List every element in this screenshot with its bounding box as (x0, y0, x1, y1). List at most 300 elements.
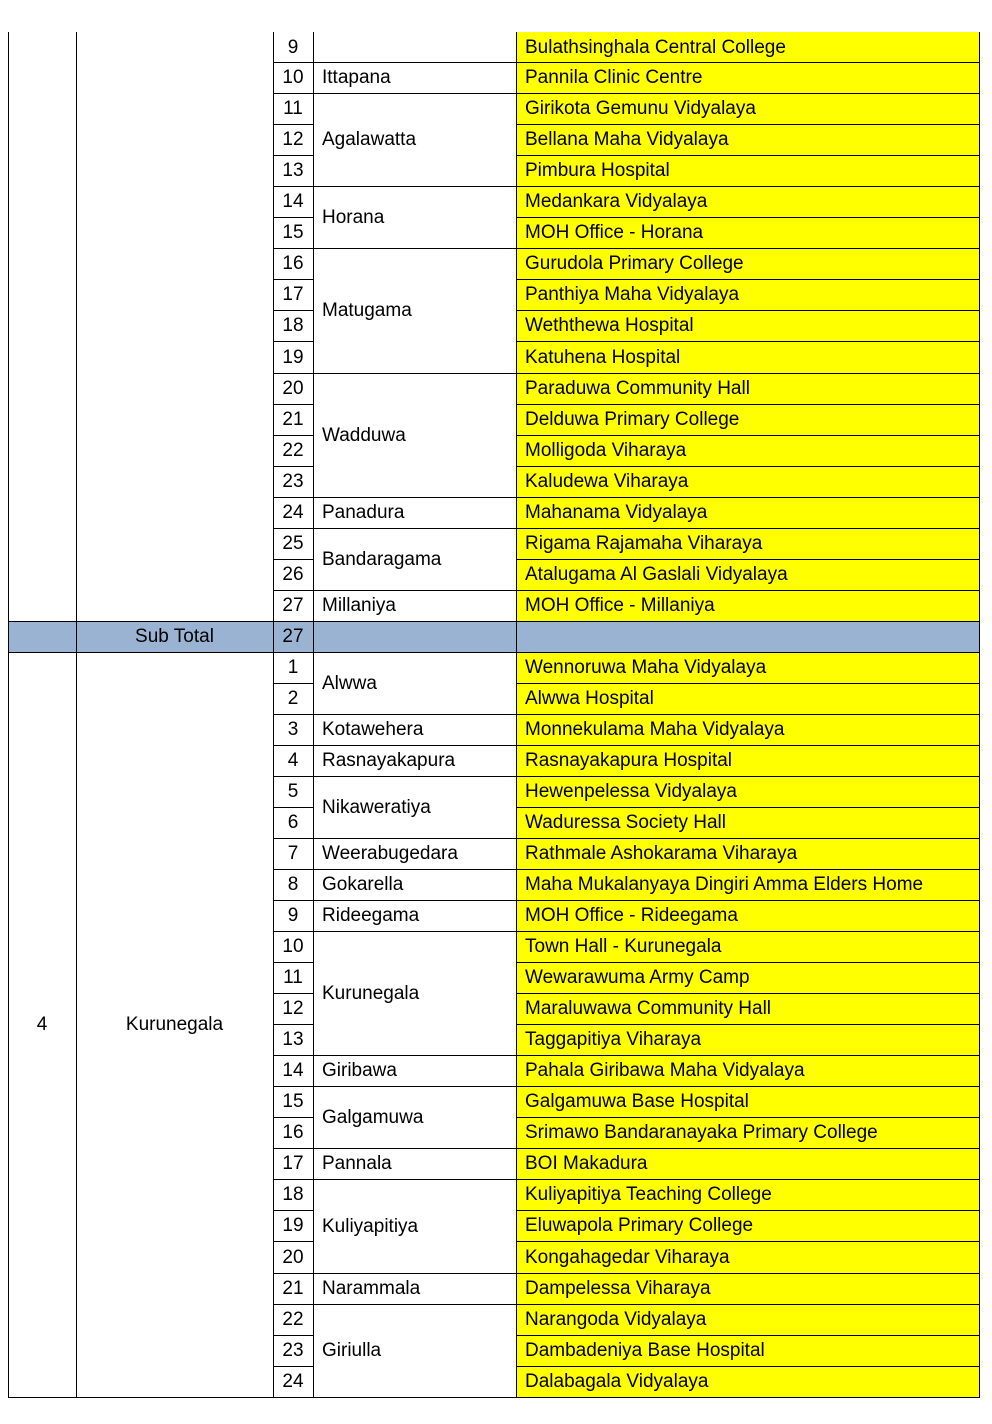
row-number (273, 32, 313, 62)
division-cell-text: Narammala (322, 1278, 421, 1299)
grid-line (313, 1055, 517, 1056)
grid-line (273, 993, 314, 994)
grid-line (516, 217, 980, 218)
row-number (273, 683, 313, 714)
grid-line (516, 32, 517, 1398)
grid-line (273, 838, 314, 839)
location-cell-text: Wewarawuma Army Camp (525, 967, 750, 988)
location-cell (516, 900, 979, 931)
row-number-text: 23 (282, 1340, 304, 1361)
row-number-text: 19 (282, 1215, 304, 1236)
location-cell-text: Kuliyapitiya Teaching College (525, 1184, 772, 1205)
location-cell-text: Dampelessa Viharaya (525, 1278, 711, 1299)
row-number-text: 17 (282, 284, 304, 305)
division-cell-text: Giriulla (322, 1340, 382, 1361)
grid-line (516, 900, 980, 901)
location-cell-text: Molligoda Viharaya (525, 440, 687, 461)
location-cell (516, 155, 979, 186)
division-cell (313, 714, 516, 745)
grid-line (516, 248, 980, 249)
grid-line (516, 528, 980, 529)
division-cell-text: Ittapana (322, 67, 391, 88)
row-number-text: 14 (282, 191, 304, 212)
location-cell (516, 248, 979, 279)
row-number-text: 18 (282, 1184, 304, 1205)
row-number-text: 13 (282, 1029, 304, 1050)
division-cell-text: Matugama (322, 300, 412, 321)
row-number (273, 1024, 313, 1055)
location-cell (516, 528, 979, 559)
location-cell-text: Medankara Vidyalaya (525, 191, 708, 212)
division-cell-text: Weerabugedara (322, 843, 458, 864)
location-cell (516, 1086, 979, 1117)
grid-line (273, 124, 314, 125)
division-cell (313, 1273, 516, 1304)
row-number (273, 373, 313, 404)
location-cell-text: MOH Office - Millaniya (525, 595, 715, 616)
location-cell-text: Weththewa Hospital (525, 315, 694, 336)
location-cell (516, 683, 979, 714)
grid-line (273, 1117, 314, 1118)
division-cell (313, 869, 516, 900)
grid-line (8, 32, 9, 1398)
grid-line (313, 32, 314, 1398)
row-number (273, 1335, 313, 1366)
division-cell-text: Kuliyapitiya (322, 1215, 419, 1237)
location-cell-text: Pimbura Hospital (525, 160, 670, 181)
grid-line (273, 714, 314, 715)
location-cell-text: Rathmale Ashokarama Viharaya (525, 843, 798, 864)
location-cell-text: Monnekulama Maha Vidyalaya (525, 719, 785, 740)
district-number-text: 4 (36, 1014, 48, 1035)
district-number (8, 652, 76, 1397)
division-cell-text: Wadduwa (322, 424, 406, 446)
subtotal-count-text: 27 (282, 626, 304, 647)
grid-line (313, 248, 517, 249)
location-cell-text: Rasnayakapura Hospital (525, 750, 733, 771)
grid-line (273, 1241, 314, 1242)
grid-line (273, 900, 314, 901)
row-number (273, 1273, 313, 1304)
row-number (273, 497, 313, 528)
grid-line (273, 683, 314, 684)
grid-line (313, 1179, 517, 1180)
grid-line (313, 1304, 517, 1305)
location-cell-text: MOH Office - Rideegama (525, 905, 738, 926)
row-number-text: 25 (282, 533, 304, 554)
division-cell (313, 186, 516, 248)
grid-line (516, 373, 980, 374)
location-cell-text: Pannila Clinic Centre (525, 67, 703, 88)
row-number (273, 62, 313, 93)
grid-line (273, 404, 314, 405)
location-cell (516, 341, 979, 373)
grid-line (313, 93, 517, 94)
location-cell (516, 466, 979, 497)
location-cell (516, 1179, 979, 1210)
row-number-text: 16 (282, 253, 304, 274)
row-number-text: 20 (282, 378, 304, 399)
grid-line (313, 528, 517, 529)
division-cell-text: Panadura (322, 502, 405, 523)
grid-line (273, 1335, 314, 1336)
division-cell (313, 590, 516, 621)
location-cell-text: Rigama Rajamaha Viharaya (525, 533, 763, 554)
division-cell-text: Nikaweratiya (322, 796, 431, 818)
location-cell-text: Paraduwa Community Hall (525, 378, 750, 399)
location-cell-text: Mahanama Vidyalaya (525, 502, 708, 523)
grid-line (273, 1024, 314, 1025)
division-cell-text: Horana (322, 206, 385, 228)
grid-line (273, 310, 314, 311)
row-number (273, 714, 313, 745)
location-cell (516, 931, 979, 962)
grid-line (273, 807, 314, 808)
location-cell (516, 435, 979, 466)
grid-line (516, 590, 980, 591)
location-cell (516, 1055, 979, 1086)
row-number-text: 13 (282, 160, 304, 181)
grid-line (273, 590, 314, 591)
grid-line (313, 931, 517, 932)
grid-line (516, 1117, 980, 1118)
grid-line (516, 1366, 980, 1367)
grid-line (273, 1366, 314, 1367)
location-cell-text: Alwwa Hospital (525, 688, 654, 709)
location-cell-text: Kaludewa Viharaya (525, 471, 689, 492)
location-cell-text: Katuhena Hospital (525, 346, 681, 368)
grid-line (516, 1024, 980, 1025)
grid-line (516, 186, 980, 187)
grid-line (273, 217, 314, 218)
row-number (273, 217, 313, 248)
grid-line (273, 155, 314, 156)
location-cell-text: MOH Office - Horana (525, 222, 704, 243)
grid-line (516, 1210, 980, 1211)
division-cell (313, 373, 516, 497)
location-cell (516, 1366, 979, 1397)
location-cell-text: Taggapitiya Viharaya (525, 1029, 702, 1050)
location-cell (516, 1273, 979, 1304)
row-number (273, 279, 313, 310)
location-cell (516, 124, 979, 155)
division-cell-text: Giribawa (322, 1060, 397, 1081)
division-cell (313, 838, 516, 869)
division-cell (313, 248, 516, 373)
row-number-text: 23 (282, 471, 304, 492)
location-cell (516, 1117, 979, 1148)
grid-line (516, 310, 980, 311)
division-cell (313, 93, 516, 186)
row-number (273, 652, 313, 683)
division-cell-text: Pannala (322, 1153, 392, 1174)
grid-line (516, 435, 980, 436)
grid-line (516, 776, 980, 777)
row-number (273, 962, 313, 993)
grid-line (516, 124, 980, 125)
grid-line (273, 1210, 314, 1211)
location-cell (516, 310, 979, 341)
row-number (273, 528, 313, 559)
location-cell (516, 1148, 979, 1179)
grid-line (516, 1335, 980, 1336)
grid-line (273, 528, 314, 529)
location-cell (516, 186, 979, 217)
row-number-text: 12 (282, 998, 304, 1019)
row-number-text: 14 (282, 1060, 304, 1081)
division-cell (313, 1179, 516, 1273)
row-number (273, 559, 313, 590)
grid-line (516, 1148, 980, 1149)
location-cell-text: BOI Makadura (525, 1153, 648, 1174)
row-number-text: 24 (282, 1371, 304, 1392)
row-number (273, 248, 313, 279)
row-number-text: 15 (282, 222, 304, 243)
location-cell (516, 1304, 979, 1335)
location-cell (516, 869, 979, 900)
row-number-text: 24 (282, 502, 304, 523)
grid-line (516, 279, 980, 280)
grid-line (313, 838, 517, 839)
division-cell (313, 1086, 516, 1148)
grid-line (273, 466, 314, 467)
grid-line (516, 559, 980, 560)
location-cell (516, 1024, 979, 1055)
row-number-text: 16 (282, 1122, 304, 1143)
location-cell-text: Hewenpelessa Vidyalaya (525, 781, 737, 802)
location-cell (516, 590, 979, 621)
subtotal-label-text: Sub Total (135, 626, 214, 647)
grid-line (313, 1148, 517, 1149)
division-cell-text: Bandaragama (322, 548, 442, 570)
row-number-text: 9 (287, 36, 299, 58)
row-number (273, 993, 313, 1024)
location-cell-text: Dambadeniya Base Hospital (525, 1340, 765, 1361)
location-cell (516, 1241, 979, 1273)
row-number-text: 8 (287, 874, 299, 895)
grid-line (273, 186, 314, 187)
row-number (273, 341, 313, 373)
division-cell-text: Rasnayakapura (322, 750, 456, 771)
subtotal-count (273, 621, 313, 652)
grid-line (273, 1179, 314, 1180)
division-cell (313, 32, 516, 62)
grid-line (313, 590, 517, 591)
row-number (273, 404, 313, 435)
grid-line (273, 62, 314, 63)
grid-line (516, 683, 980, 684)
division-cell (313, 1148, 516, 1179)
location-cell-text: Town Hall - Kurunegala (525, 936, 722, 957)
division-cell (313, 745, 516, 776)
grid-line (516, 1055, 980, 1056)
division-cell-text: Millaniya (322, 595, 396, 616)
grid-line (516, 931, 980, 932)
row-number-text: 10 (282, 67, 304, 88)
row-number-text: 10 (282, 936, 304, 957)
division-cell-text: Gokarella (322, 874, 404, 895)
location-cell (516, 745, 979, 776)
division-cell (313, 1055, 516, 1086)
location-cell-text: Eluwapola Primary College (525, 1215, 754, 1236)
grid-line (273, 1273, 314, 1274)
division-cell-text: Kotawehera (322, 719, 424, 740)
location-cell (516, 776, 979, 807)
location-cell-text: Bellana Maha Vidyalaya (525, 129, 729, 150)
row-number-text: 18 (282, 315, 304, 336)
location-cell (516, 807, 979, 838)
row-number (273, 1117, 313, 1148)
grid-line (273, 962, 314, 963)
row-number-text: 2 (287, 688, 299, 709)
grid-line (273, 745, 314, 746)
location-cell-text: Atalugama Al Gaslali Vidyalaya (525, 564, 788, 585)
row-number (273, 745, 313, 776)
location-cell (516, 962, 979, 993)
grid-line (516, 497, 980, 498)
location-cell-text: Delduwa Primary College (525, 409, 740, 430)
row-number-text: 7 (287, 843, 299, 864)
grid-line (516, 993, 980, 994)
division-cell (313, 528, 516, 590)
grid-line (313, 186, 517, 187)
location-cell (516, 217, 979, 248)
location-cell-text: Pahala Giribawa Maha Vidyalaya (525, 1060, 805, 1081)
division-cell (313, 776, 516, 838)
grid-line (273, 559, 314, 560)
location-cell-text: Dalabagala Vidyalaya (525, 1371, 709, 1392)
grid-line (516, 1241, 980, 1242)
division-cell (313, 1304, 516, 1397)
location-cell (516, 652, 979, 683)
grid-line (516, 341, 980, 342)
grid-line (273, 931, 314, 932)
division-cell (313, 652, 516, 714)
row-number (273, 590, 313, 621)
row-number (273, 1055, 313, 1086)
location-cell (516, 559, 979, 590)
location-cell-text: Kongahagedar Viharaya (525, 1246, 730, 1268)
grid-line (273, 32, 274, 1398)
row-number-text: 4 (287, 750, 299, 771)
grid-line (516, 93, 980, 94)
row-number-text: 5 (287, 781, 299, 802)
location-cell-text: Gurudola Primary College (525, 253, 744, 274)
grid-line (516, 1304, 980, 1305)
row-number (273, 1179, 313, 1210)
grid-line (313, 62, 517, 63)
row-number-text: 26 (282, 564, 304, 585)
row-number-text: 9 (287, 905, 299, 926)
division-cell (313, 497, 516, 528)
row-number (273, 776, 313, 807)
row-number-text: 19 (282, 346, 304, 368)
location-cell (516, 32, 979, 62)
location-cell (516, 714, 979, 745)
grid-line (516, 962, 980, 963)
grid-line (516, 807, 980, 808)
grid-line (313, 900, 517, 901)
location-cell-text: Bulathsinghala Central College (525, 36, 786, 58)
division-cell (313, 900, 516, 931)
grid-line (313, 869, 517, 870)
grid-line (516, 1179, 980, 1180)
row-number-text: 17 (282, 1153, 304, 1174)
grid-line (313, 745, 517, 746)
division-cell (313, 931, 516, 1055)
grid-line (273, 1055, 314, 1056)
row-number-text: 27 (282, 595, 304, 616)
row-number-text: 15 (282, 1091, 304, 1112)
row-number (273, 124, 313, 155)
grid-line (313, 1273, 517, 1274)
grid-line (273, 341, 314, 342)
division-cell (313, 62, 516, 93)
row-number (273, 1210, 313, 1241)
grid-line (313, 497, 517, 498)
grid-line (516, 714, 980, 715)
row-number (273, 1086, 313, 1117)
row-number (273, 310, 313, 341)
grid-line (516, 155, 980, 156)
location-cell-text: Srimawo Bandaranayaka Primary College (525, 1122, 878, 1143)
row-number-text: 6 (287, 812, 299, 833)
grid-line (516, 466, 980, 467)
grid-line (273, 279, 314, 280)
row-number (273, 1304, 313, 1335)
grid-line (273, 1148, 314, 1149)
grid-line (8, 621, 980, 622)
location-cell (516, 279, 979, 310)
grid-line (273, 373, 314, 374)
division-cell-text: Agalawatta (322, 129, 417, 150)
division-cell-text: Rideegama (322, 905, 420, 926)
grid-line (273, 93, 314, 94)
grid-line (516, 838, 980, 839)
row-number (273, 466, 313, 497)
grid-line (8, 652, 980, 653)
grid-line (516, 404, 980, 405)
row-number (273, 1241, 313, 1273)
row-number (273, 838, 313, 869)
row-number-text: 21 (282, 409, 304, 430)
row-number (273, 155, 313, 186)
row-number-text: 21 (282, 1278, 304, 1299)
grid-line (273, 776, 314, 777)
row-number (273, 93, 313, 124)
grid-line (273, 435, 314, 436)
grid-line (313, 1086, 517, 1087)
row-number-text: 11 (283, 967, 303, 988)
grid-line (8, 1397, 980, 1398)
grid-line (313, 714, 517, 715)
grid-line (273, 869, 314, 870)
row-number-text: 11 (283, 98, 303, 119)
grid-line (516, 62, 980, 63)
location-cell-text: Narangoda Vidyalaya (525, 1309, 707, 1330)
row-number (273, 435, 313, 466)
location-cell (516, 93, 979, 124)
grid-line (76, 32, 77, 1398)
row-number-text: 20 (282, 1246, 304, 1268)
subtotal-label (76, 621, 273, 652)
grid-line (313, 776, 517, 777)
row-number (273, 900, 313, 931)
row-number-text: 12 (282, 129, 304, 150)
location-cell-text: Galgamuwa Base Hospital (525, 1091, 749, 1112)
row-number-text: 3 (287, 719, 299, 740)
row-number-text: 22 (282, 440, 304, 461)
